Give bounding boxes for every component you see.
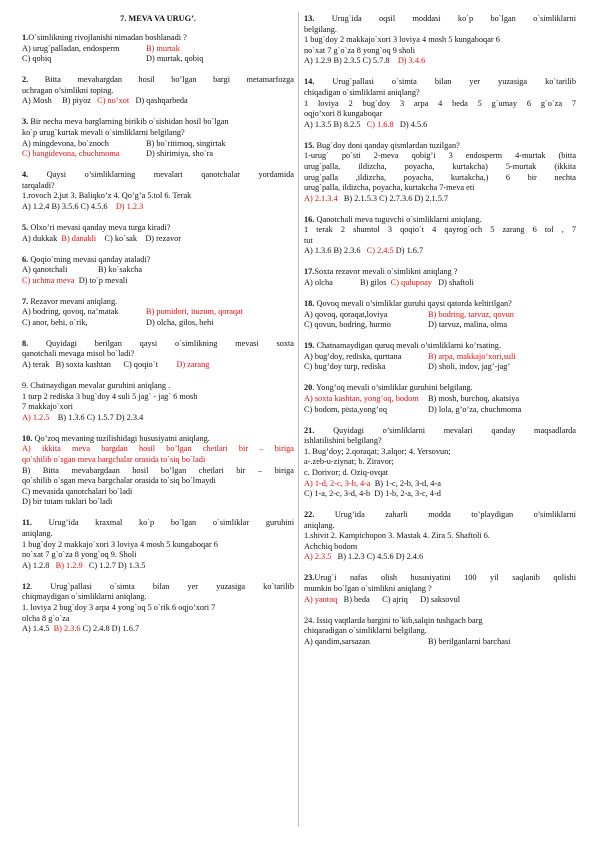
answer-b-correct: B) bodring, tarvuz, qovun	[428, 309, 514, 319]
question-text: chiqmaydigan o`simliklarni aniqlang.	[22, 592, 147, 602]
question-items: urug`palla, ildizcha, poyacha, kurtakcha) 5-murtak (ikkita	[304, 161, 576, 171]
question-text: . Yong’oq mevali o’simliklar guruhini belgilang.	[312, 383, 473, 393]
question-text: aniqlang.	[304, 520, 335, 530]
answer-a-correct: A) soxta kashtan, yong’oq, bodom	[304, 393, 419, 403]
question-text: tarqaladi?	[22, 180, 55, 190]
question-21	[304, 426, 576, 500]
question-text: chiqadigan o`simliklarni aniqlang?	[304, 87, 420, 97]
question-text: Urug’ida kraxmal ko`p bo`lgan o`simliklar guruhini	[48, 518, 294, 528]
question-text: Urug’ida zaharli modda to’playdigan o’simliklarni	[334, 510, 576, 520]
answer-b-correct: B) 1.2.9	[55, 560, 83, 570]
question-items: 1 bug`doy 2 makkajo`xori 3 loviya 4 mosh 5 kungaboqar 6	[304, 35, 500, 45]
question-items: 1 terak 2 shumtol 3 qoqio`t 4 qayrog`och 5 zarang 6 tol , 7	[304, 225, 576, 235]
question-17	[304, 267, 576, 288]
question-number: 10.	[22, 433, 33, 443]
question-number: 11.	[22, 518, 32, 528]
question-items: a-.zeb-u-ziynat; b. Ziravor;	[304, 457, 394, 467]
page-title: 7. MEVA VA URUG’.	[120, 14, 196, 23]
question-20	[304, 383, 576, 415]
question-11	[22, 518, 294, 571]
answers-bcd: B) 2.1.5.3 C) 2.7.3.6 D) 2.1.5.7	[343, 193, 449, 203]
question-text: belgilang.	[304, 24, 337, 34]
answer-a-correct: A) 1.2.5	[22, 412, 50, 422]
answer-a-correct: A) 1-d, 2-c, 3-b, 4-a	[304, 478, 371, 488]
question-14	[304, 77, 576, 130]
answer-b: B) Bitta mevabargdaan hosil bo’lgan chetlari bir – biriga	[22, 465, 294, 475]
answer-c: C) ko`sak	[104, 233, 138, 243]
question-text: uchragan o’simlikni toping.	[22, 85, 114, 95]
question-15	[304, 141, 576, 205]
answer-a-correct-cont: qo`shilib o`sgan meva bargchalar orasida to`siq bo`ladi	[22, 455, 206, 465]
answer-c: C) qoqio`t	[123, 360, 158, 370]
question-items: 1. loviya 2 bug`doy 3 arpa 4 yong`oq 5 o`rik 6 oqjo’xori 7	[22, 602, 216, 612]
answer-b: B) ko`sakcha	[98, 265, 143, 275]
answer-a: A) 1.4.5	[22, 624, 50, 634]
answer-b-correct: B) murtak	[146, 43, 180, 53]
column-divider	[298, 12, 299, 827]
question-number: 8.	[22, 338, 29, 348]
answer-a: A) mingdevona, bo`znoch	[22, 138, 109, 148]
question-text: 24. Issiq vaqtlarda bargini to`kib,salqin tushgach barg	[304, 615, 483, 625]
answers-abc: A) 1.2.9 B) 2.3.5 C) 5.7.8	[304, 56, 390, 66]
question-7	[22, 297, 294, 329]
question-text: 9. Chatnaydigan mevalar guruhini aniqlang .	[22, 381, 171, 391]
question-items: Achchiq bodom	[304, 541, 358, 551]
question-text: ko`p urug`kurtak mevali o`simliklarni belgilang?	[22, 128, 185, 138]
answer-d: D) rezavor	[145, 233, 182, 243]
answer-c: C) 1-a, 2-c, 3-d, 4-b	[304, 489, 371, 499]
answer-c-correct: C) uchma meva	[22, 275, 75, 285]
question-items: 1-urug` po`sti 2-meva qobig’i 3 endosperm 4-murtak (bitta	[304, 151, 576, 161]
question-text: ishlatilishini belgilang?	[304, 436, 382, 446]
answer-d: D) lola, g’o’za, chuchmoma	[428, 404, 522, 414]
question-number: 22.	[304, 510, 315, 520]
answer-c: C) ajriq	[382, 594, 408, 604]
answer-a: A) olcha	[304, 278, 333, 288]
answer-b: B) beda	[343, 594, 370, 604]
question-24	[304, 616, 576, 648]
question-12	[22, 582, 294, 635]
answer-d: D) shaftoli	[438, 278, 474, 288]
question-number: 2.	[22, 75, 29, 85]
question-text: Quyidagi o’simliklarni mevalari qanday maqsadlarda	[333, 425, 576, 435]
answer-d: D) qashqarbeda	[135, 96, 188, 106]
question-items: olcha 8 g`o`za	[22, 613, 70, 623]
answer-b: B) berilganlarni barchasi	[428, 636, 511, 646]
question-text: Urug`ida oqsil moddasi ko`p bo`lgan o`simliklarni	[331, 14, 576, 23]
question-text: Rezavor mevani aniqlang.	[30, 296, 118, 306]
question-number: 14.	[304, 77, 315, 87]
question-items: 1.rovoch 2.jut 3. Baliqko’z 4. Qo’g’a 5.tol 6. Terak	[22, 191, 192, 201]
answer-d: D) sholi, indov, jag’-jag’	[428, 362, 511, 372]
question-22	[304, 510, 576, 563]
question-1	[22, 33, 294, 65]
question-18	[304, 299, 576, 331]
question-8	[22, 339, 294, 371]
question-text: Urug`pallasi o`simta bilan yer yuzasiga ko`tarilib	[332, 77, 576, 87]
question-items: 1 bug`doy 2 makkajo`xori 3 loviya 4 mosh 5 kungaboqar 6	[22, 539, 218, 549]
answer-d: D) 4.5.6	[399, 119, 428, 129]
question-19	[304, 341, 576, 373]
question-items: urug`palla, ildizcha, poyacha, kurtakcha 7-meva eti	[304, 183, 475, 193]
answer-c: C) anor, behi, o`rik,	[22, 317, 88, 327]
question-number: 15.	[304, 140, 315, 150]
question-text: Qanotchali meva tuguvchi o`simliklarni aniqlang.	[316, 214, 482, 224]
question-13	[304, 14, 576, 67]
answer-b-correct: B) 2.3.6	[53, 624, 81, 634]
question-number: 7.	[22, 296, 29, 306]
question-text: aniqlang.	[22, 528, 53, 538]
answer-c: C) qobiq	[22, 54, 52, 64]
question-text: Quyidagi berilgan qaysi o`simlikning mevasi soxta	[46, 338, 294, 348]
answer-c: C) bodom, pista,yong’oq	[304, 404, 387, 414]
question-items: 1.shivit 2. Kampichopon 3. Mastak 4. Zira 5. Shaftoli 6.	[304, 531, 490, 541]
answers-cd: C) 2.4.8 D) 1.6.7	[82, 624, 140, 634]
question-number: 20	[304, 383, 313, 393]
answer-c-correct: C) qulupnay	[390, 278, 432, 288]
answer-c-correct: C) no’xot	[97, 96, 130, 106]
answer-a: A) bug’doy, rediska, qurttana	[304, 351, 402, 361]
question-9	[22, 381, 294, 423]
answer-d-correct: D) zarang	[176, 360, 210, 370]
question-number: 16.	[304, 214, 315, 224]
question-items: c. Dorivor; d. Oziq-ovqat	[304, 467, 389, 477]
answer-a-correct: A) 2.3.5	[304, 552, 332, 562]
answer-d: D) shirimiya, sho`ra	[146, 149, 214, 159]
question-text: Olxo’ri mevasi qanday meva turga kiradi?	[30, 222, 171, 232]
answer-c: C) qovun, bodring, hurmo	[304, 320, 391, 330]
answer-b: B) mosh, burchoq, akatsiya	[428, 393, 520, 403]
question-text: Qaysi o’simliklarning mevalari qanotchalar yordamida	[46, 170, 294, 180]
answer-b: B) soxta kashtan	[55, 360, 111, 370]
question-number: 23.	[304, 573, 315, 583]
question-5	[22, 223, 294, 244]
question-text: Qo’zoq mevaning tuzilishidagi hususiyatni aniqlang.	[34, 433, 210, 443]
question-text: O`simlikning rivojlanishi nimadan boshlanadi ?	[28, 33, 187, 43]
question-number: 4.	[22, 170, 29, 180]
question-text: Bir necha meva barglarning birikib o`sishidan hosil bo`lgan	[30, 117, 229, 127]
answer-a-correct: A) yantoq	[304, 594, 338, 604]
answer-b: B) gilos	[360, 278, 387, 288]
answer-c: C) bug’doy turp, rediska	[304, 362, 386, 372]
question-items: tut	[304, 235, 313, 245]
question-number: 12	[22, 581, 31, 591]
answer-d: D) 1.6.7	[395, 246, 424, 256]
answers-abc: A) 1.2.4 B) 3.5.6 C) 4.5.6	[22, 201, 108, 211]
question-number: 17.	[304, 267, 315, 277]
question-items: oqjo’xori 8 kungaboqar	[304, 109, 383, 119]
answer-b-cont: qo`shilib o`sgan meva bargchalar orasida to`siq bo`lmaydi	[22, 476, 216, 486]
answer-d: D) murtak, qobiq	[146, 54, 204, 64]
answer-a: A) Mosh	[22, 96, 52, 106]
question-text: Qovoq mevali o’simliklar guruhi qaysi qatorda keltirilgan?	[316, 299, 512, 309]
question-text: Soxta rezavor mevali o`simlikni aniqlang ?	[314, 267, 458, 277]
question-number: 6.	[22, 254, 29, 264]
question-text: Bitta mevabargdan hosil bo’lgan bargi metamarfozga	[44, 75, 294, 85]
answer-b: B) piyoz	[62, 96, 91, 106]
answer-d: D) to`p mevali	[78, 275, 128, 285]
question-text: Qoqio`tning mevasi qanday ataladi?	[30, 254, 151, 264]
question-3	[22, 117, 294, 159]
question-items: urug`palla ,ildizcha, poyacha, kurtakcha,) 6 bir nechta	[304, 172, 576, 182]
question-text: Chatnamaydigan quruq mevali o’simliklarni ko’rsating.	[316, 341, 502, 351]
question-number: 3.	[22, 117, 29, 127]
question-number: 19.	[304, 341, 315, 351]
question-text: . Urug`pallasi o`simta bilan yer yuzasiga ko`tarilib	[30, 581, 294, 591]
question-items: 7 makkajo`xori	[22, 402, 73, 412]
question-6	[22, 255, 294, 287]
question-text: chiqaradigan o`simliklarni belgilang.	[304, 626, 427, 636]
answer-a-correct: A) ikkita meva bargdan hosil bo’lgan chetlari bir – biriga	[22, 444, 294, 454]
question-16	[304, 215, 576, 257]
question-4	[22, 170, 294, 212]
question-items: 1 turp 2 rediska 3 bug`doy 4 suli 5 jag` - jag` 6 mosh	[22, 391, 198, 401]
answer-a: A) qanotchali	[22, 265, 68, 275]
question-23	[304, 573, 576, 605]
answer-d: D) tarvuz, malina, olma	[428, 320, 508, 330]
answer-a-correct: A) 2.1.3.4	[304, 193, 338, 203]
answer-c-correct: C) bangidevona, chuchmoma	[22, 149, 120, 159]
question-items: no`xat 7 g`o`za 8 yong`oq 9 sholi	[304, 45, 416, 55]
answers-cd: C) 1.2.7 D) 1.3.5	[88, 560, 146, 570]
answer-c-correct: C) 2.4.5	[366, 246, 394, 256]
answer-a: A) urug`palladan, endosperm	[22, 43, 120, 53]
question-number: 13.	[304, 14, 315, 23]
right-column	[304, 14, 576, 658]
question-items: 1. Bug’doy; 2.qoraqat; 3.alqor; 4. Yersovun;	[304, 446, 451, 456]
answer-a: A) qandim,sarsazan	[304, 636, 370, 646]
question-text: Bug`doy doni qanday qismlardan tuzilgan?	[316, 140, 460, 150]
answer-d: D) 1-b, 2-a, 3-c, 4-d	[374, 489, 441, 499]
answer-b: B) 1-c, 2-b, 3-d, 4-a	[374, 478, 441, 488]
answer-d: D) bir tutam tuklari bo`ladi	[22, 497, 113, 507]
answer-b-correct: B) arpa, makkajo’xori,suli	[428, 351, 516, 361]
answer-c: C) mevasida qanotchalari bo`ladi	[22, 486, 133, 496]
question-number: 21.	[304, 425, 315, 435]
question-number: 5.	[22, 222, 29, 232]
answer-a: A) terak	[22, 360, 50, 370]
question-2	[22, 75, 294, 107]
answers-ab: A) 1.3.5 B) 8.2.5	[304, 119, 361, 129]
question-text: mumkin bo`lgan o`simlikni aniqlang ?	[304, 584, 432, 594]
answer-b: B) bo`ritirnoq, singirtak	[146, 138, 226, 148]
answer-c-correct: C) 1.6.8	[366, 119, 394, 129]
answer-a: A) qovoq, qoraqat,loviya	[304, 309, 388, 319]
answer-d: D) olcha, gilos, behi	[146, 317, 214, 327]
question-10	[22, 434, 294, 508]
answer-a: A) bodring, qovoq, na’matak	[22, 307, 119, 317]
answer-d-correct: D) 1.2.3	[115, 201, 144, 211]
answers-ab: A) 1.3.6 B) 2.3.6	[304, 246, 361, 256]
question-number: 1.	[22, 33, 29, 43]
answer-d-correct: D) 3.4.6	[397, 56, 426, 66]
question-text: Urug`i nafas olish hususiyatini 100 yil saqlanib qolishi	[314, 573, 576, 583]
question-number: 18.	[304, 299, 315, 309]
question-text: qanotchali mevaga misol bo`ladi?	[22, 349, 135, 359]
question-items: no`xat 7 g`o`za 8 yong`oq 9. Sholi	[22, 550, 137, 560]
answer-a: A) dukkak	[22, 233, 58, 243]
answer-b-correct: B) pomidori, ituzum, qoraqat	[146, 307, 244, 317]
answer-a: A) 1.2.8	[22, 560, 50, 570]
left-column	[22, 14, 294, 645]
answers-bcd: B) 1.2.3 C) 4.5.6 D) 2.4.6	[337, 552, 424, 562]
answer-d: D) saksovul	[420, 594, 461, 604]
answers-bcd: B) 1.3.6 C) 1.5.7 D) 2.3.4	[57, 412, 144, 422]
question-items: 1 loviya 2 bug`doy 3 arpa 4 beda 5 g`umay 6 g`o`za 7	[304, 98, 576, 108]
answer-b-correct: B) danakli	[61, 233, 97, 243]
